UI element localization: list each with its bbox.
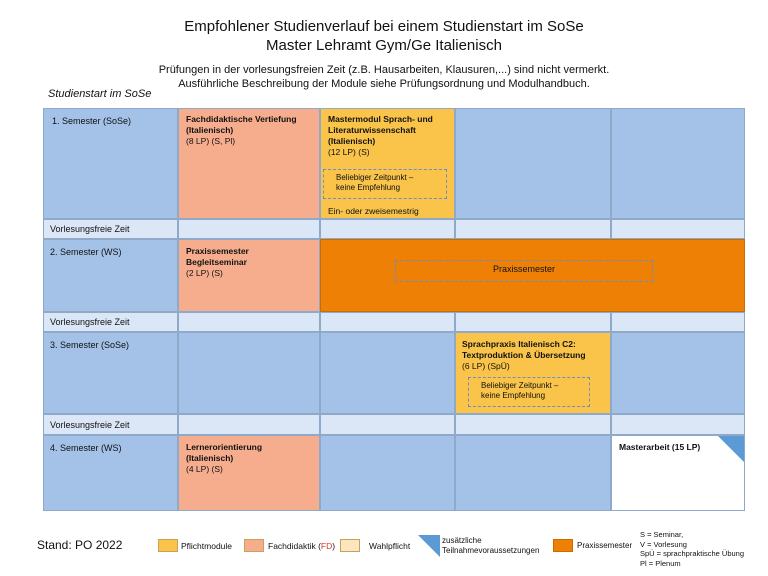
module-praxissemester[interactable]: Praxissemester (320, 239, 745, 312)
legend-fachdidaktik: Fachdidaktik (FD) (268, 541, 336, 551)
start-label: Studienstart im SoSe (48, 88, 152, 100)
cell-empty (320, 414, 455, 435)
cell-empty (178, 219, 320, 239)
cell-empty (455, 219, 611, 239)
zusatz-corner-icon (718, 436, 744, 462)
stand-label: Stand: PO 2022 (37, 538, 123, 552)
module-sprachpraxis[interactable]: Sprachpraxis Italienisch C2: Textproduktion & Übersetzung (6 LP) (SpÜ) Beliebiger Zeitpunkt – keine Empfehlung (455, 332, 611, 414)
row-label-sem4: 4. Semester (WS) (43, 435, 178, 511)
module-mastermodul[interactable]: Mastermodul Sprach- und Literaturwissenschaft (Italienisch) (12 LP) (S) Beliebiger Zeitpunkt – keine Empfehlung Ein- oder zweisemestrig (320, 108, 455, 219)
cell-empty (320, 312, 455, 332)
legend-abbreviations: S = Seminar, V = Vorlesung SpÜ = sprachpraktische Übung Pl = Plenum (640, 530, 745, 568)
cell-empty (178, 414, 320, 435)
row-label-sem2: 2. Semester (WS) (43, 239, 178, 312)
page-title: Empfohlener Studienverlauf bei einem Studienstart im SoSe (184, 18, 584, 35)
module-lernerorientierung[interactable]: Lernerorientierung (Italienisch) (4 LP) (S) (178, 435, 320, 511)
module-fd-vertiefung[interactable]: Fachdidaktische Vertiefung (Italienisch) (8 LP) (S, Pl) (178, 108, 320, 219)
legend-wahlpflicht: Wahlpflicht (369, 541, 411, 551)
legend-swatch-praxissemester (553, 539, 573, 552)
cell-empty (178, 312, 320, 332)
cell-empty (455, 312, 611, 332)
cell-empty (320, 332, 455, 414)
cell-empty (455, 108, 611, 219)
legend-swatch-fd (244, 539, 264, 552)
row-label-vfz-3: Vorlesungsfreie Zeit (43, 414, 178, 435)
legend-zusatz-icon (418, 535, 440, 557)
legend-praxissemester: Praxissemester (577, 541, 633, 550)
note-box: Beliebiger Zeitpunkt – keine Empfehlung (468, 377, 590, 407)
cell-empty (611, 108, 745, 219)
cell-empty (611, 414, 745, 435)
cell-empty (455, 435, 611, 511)
module-masterarbeit[interactable]: Masterarbeit (15 LP) (611, 435, 745, 511)
row-label-vfz-2: Vorlesungsfreie Zeit (43, 312, 178, 332)
row-label-vfz-1: Vorlesungsfreie Zeit (43, 219, 178, 239)
note-line-2: Ausführliche Beschreibung der Module siehe Prüfungsordnung und Modulhandbuch. (178, 78, 590, 90)
row-label-sem1: 1. Semester (SoSe) (43, 108, 178, 219)
note-box: Beliebiger Zeitpunkt – keine Empfehlung (323, 169, 447, 199)
legend-swatch-pflicht (158, 539, 178, 552)
page-subtitle: Master Lehramt Gym/Ge Italienisch (266, 37, 502, 54)
module-praxissemester-begleitseminar[interactable]: Praxissemester Begleitseminar (2 LP) (S) (178, 239, 320, 312)
cell-empty (611, 219, 745, 239)
note-line-1: Prüfungen in der vorlesungsfreien Zeit (z.B. Hausarbeiten, Klausuren,...) sind nicht vermerkt. (158, 64, 610, 76)
legend-zusatz: zusätzliche Teilnahmevoraussetzungen (442, 536, 540, 555)
row-label-sem3: 3. Semester (SoSe) (43, 332, 178, 414)
cell-empty (320, 435, 455, 511)
cell-empty (178, 332, 320, 414)
legend-swatch-wahlpflicht (340, 539, 360, 552)
cell-empty (455, 414, 611, 435)
cell-empty (611, 332, 745, 414)
legend-pflicht: Pflichtmodule (181, 541, 233, 551)
cell-empty (320, 219, 455, 239)
cell-empty (611, 312, 745, 332)
